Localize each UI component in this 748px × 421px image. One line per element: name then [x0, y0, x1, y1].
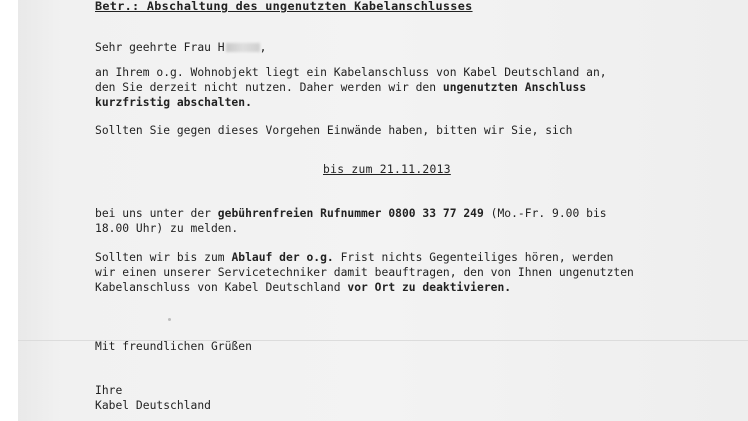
paragraph-3-line-1	[95, 206, 607, 222]
salutation-text: Sehr geehrte Frau H	[95, 41, 225, 54]
salutation	[95, 40, 266, 56]
redacted-name	[226, 43, 260, 52]
paragraph-1-line-3	[95, 95, 252, 111]
paragraph-1-line-2	[95, 80, 586, 96]
deadline-date: bis zum 21.11.2013	[323, 163, 451, 176]
p3-l1-hours: (Mo.-Fr. 9.00 bis	[483, 207, 607, 220]
signature-line-2: Kabel Deutschland	[95, 399, 211, 412]
p4-l1-text: Sollten wir bis zum	[95, 251, 232, 264]
closing: Mit freundlichen Grüßen	[95, 340, 252, 353]
p1-l3-bold: kurzfristig abschalten.	[95, 96, 252, 109]
p4-l3-text: Kabelanschluss von Kabel Deutschland	[95, 281, 348, 294]
signature-line-1: Ihre	[95, 384, 123, 397]
p1-l2-text: den Sie derzeit nicht nutzen. Daher werden wir den	[95, 81, 443, 94]
paragraph-4-line-3	[95, 280, 511, 296]
paragraph-4-line-2: wir einen unserer Servicetechniker damit beauftragen, den von Ihnen ungenutzten	[95, 266, 634, 279]
p4-l3-bold: vor Ort zu deaktivieren.	[347, 281, 512, 294]
p4-l1-rest: Frist nichts Gegenteiliges hören, werden	[333, 251, 614, 264]
p4-l1-bold: Ablauf der o.g.	[231, 251, 334, 264]
p3-l1-text: bei uns unter der	[95, 207, 218, 220]
paragraph-1-line-1: an Ihrem o.g. Wohnobjekt liegt ein Kabelanschluss von Kabel Deutschland an,	[95, 66, 607, 79]
scan-speck	[168, 318, 171, 321]
paragraph-2: Sollten Sie gegen dieses Vorgehen Einwände haben, bitten wir Sie, sich	[95, 124, 573, 137]
letter-subject: Betr.: Abschaltung des ungenutzten Kabelanschlusses	[95, 0, 473, 13]
paragraph-4-line-1	[95, 250, 613, 266]
salutation-comma: ,	[259, 41, 267, 54]
p1-l2-bold: ungenutzten Anschluss	[442, 81, 587, 94]
phone-number: gebührenfreien Rufnummer 0800 33 77 249	[217, 207, 484, 220]
paragraph-3-line-2: 18.00 Uhr) zu melden.	[95, 222, 239, 235]
